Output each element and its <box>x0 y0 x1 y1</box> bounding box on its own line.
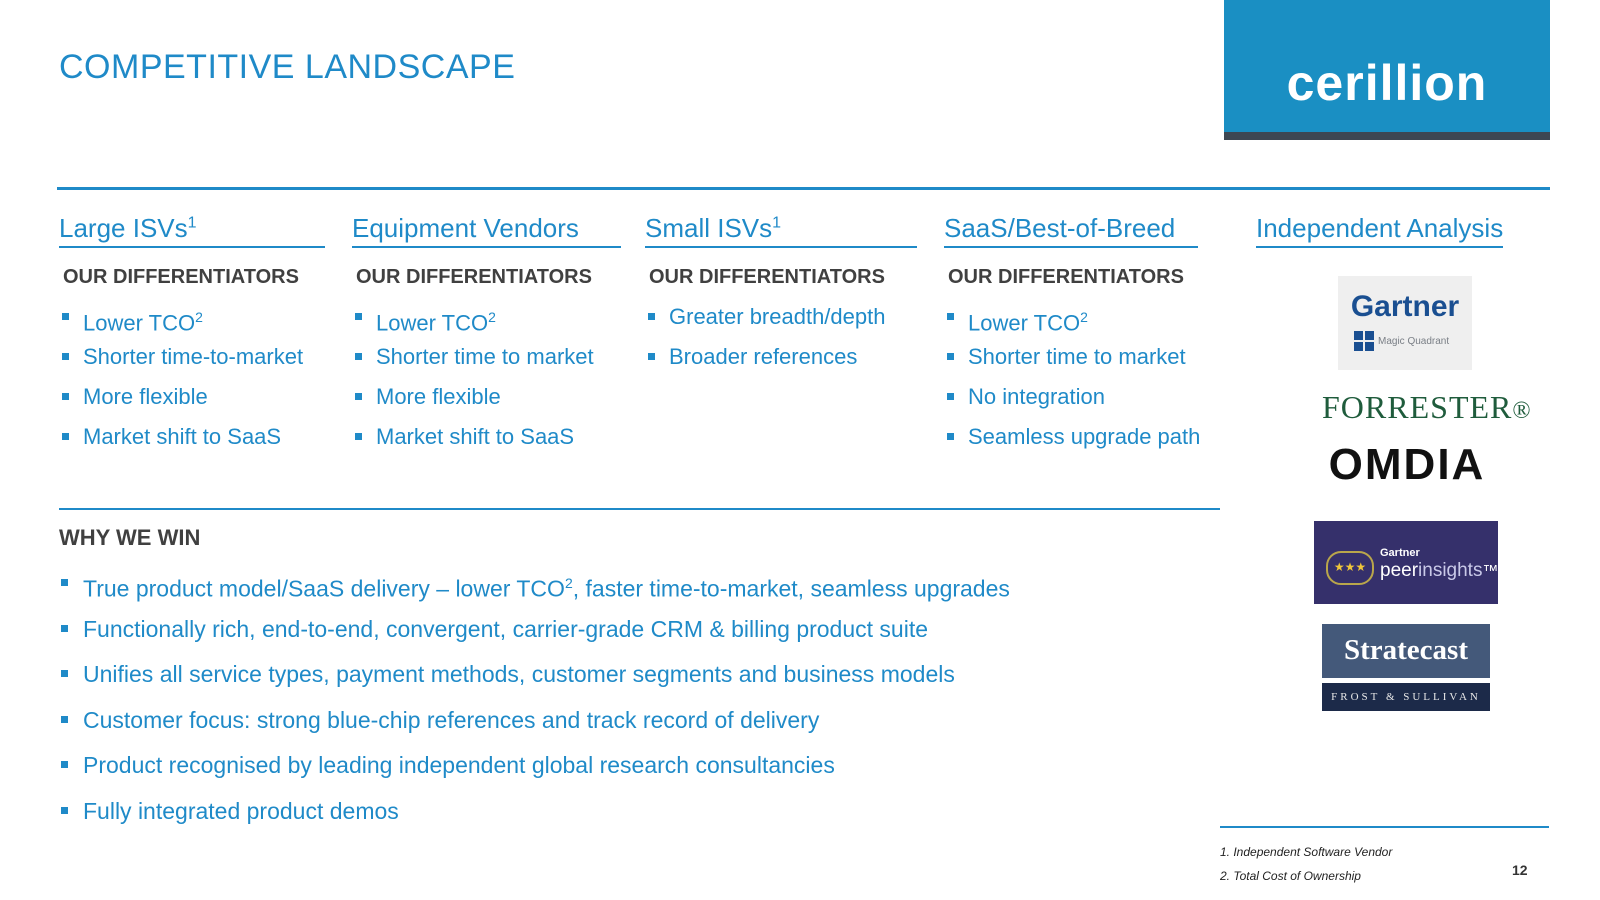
differentiator-list <box>645 303 935 383</box>
gartner-logo <box>1338 276 1472 370</box>
list-item: Shorter time-to-market <box>59 343 331 383</box>
list-item: Shorter time to market <box>944 343 1224 383</box>
gartner-wordmark: Gartner <box>1350 290 1460 323</box>
list-item: Customer focus: strong blue-chip references and track record of delivery <box>59 705 1010 751</box>
top-divider <box>57 187 1550 190</box>
logo-text: cerillion <box>1286 55 1488 111</box>
gartner-peer-insights-logo <box>1314 521 1498 604</box>
list-item: Functionally rich, end-to-end, convergent, carrier-grade CRM & billing product suite <box>59 614 1010 660</box>
independent-analysis-heading: Independent Analysis <box>1256 213 1503 248</box>
list-item: Market shift to SaaS <box>352 423 632 463</box>
list-item: Lower TCO$^2$ <box>59 303 331 343</box>
list-item: Broader references <box>645 343 935 383</box>
page-number: 12 <box>1512 862 1528 878</box>
list-item: Shorter time to market <box>352 343 632 383</box>
list-item: More flexible <box>352 383 632 423</box>
list-item: Market shift to SaaS <box>59 423 331 463</box>
list-item: Seamless upgrade path <box>944 423 1224 463</box>
list-item: Fully integrated product demos <box>59 796 1010 842</box>
list-item: Product recognised by leading independent global research consultancies <box>59 750 1010 796</box>
stratecast-logo: Stratecast <box>1322 624 1490 678</box>
quadrant-icon <box>1354 331 1374 351</box>
column-large-isvs <box>59 213 331 463</box>
differentiators-label: OUR DIFFERENTIATORS <box>356 266 592 288</box>
peer-insights-text: peerinsights™ <box>1380 560 1499 581</box>
footnote-2: 2. Total Cost of Ownership <box>1220 869 1361 883</box>
magic-quadrant: Magic Quadrant <box>1354 331 1449 351</box>
page-title: COMPETITIVE LANDSCAPE <box>59 48 516 86</box>
list-item: Lower TCO$^2$ <box>944 303 1224 343</box>
differentiators-label: OUR DIFFERENTIATORS <box>948 266 1184 288</box>
forrester-logo: FORRESTER® <box>1322 389 1532 425</box>
column-small-isvs <box>645 213 935 383</box>
list-item: True product model/SaaS delivery – lower TCO$^2$, faster time-to-market, seamless upgrades <box>59 568 1010 614</box>
differentiators-label: OUR DIFFERENTIATORS <box>649 266 885 288</box>
differentiator-list <box>352 303 632 463</box>
peer-brand: Gartner <box>1380 547 1420 559</box>
column-equipment-vendors <box>352 213 632 463</box>
list-item: Lower TCO$^2$ <box>352 303 632 343</box>
middle-divider <box>59 508 1220 510</box>
list-item: Unifies all service types, payment methods, customer segments and business models <box>59 659 1010 705</box>
footnote-1: 1. Independent Software Vendor <box>1220 845 1393 859</box>
column-heading: Large ISVs$^1$ <box>59 213 325 248</box>
why-we-win-title: WHY WE WIN <box>59 525 201 550</box>
footnote-divider <box>1220 826 1549 828</box>
omdia-logo: OMDIA <box>1328 440 1486 489</box>
cerillion-logo <box>1224 0 1550 140</box>
column-heading: Equipment Vendors <box>352 213 621 248</box>
differentiator-list <box>944 303 1224 463</box>
differentiators-label: OUR DIFFERENTIATORS <box>63 266 299 288</box>
list-item: No integration <box>944 383 1224 423</box>
column-heading: Small ISVs$^1$ <box>645 213 917 248</box>
why-we-win-list <box>59 568 1010 841</box>
differentiator-list <box>59 303 331 463</box>
column-saas-best-of-breed <box>944 213 1224 463</box>
list-item: Greater breadth/depth <box>645 303 935 343</box>
list-item: More flexible <box>59 383 331 423</box>
frost-sullivan-logo: FROST & SULLIVAN <box>1322 683 1490 711</box>
stars-icon: ★★★ <box>1326 551 1374 585</box>
column-heading: SaaS/Best-of-Breed <box>944 213 1198 248</box>
